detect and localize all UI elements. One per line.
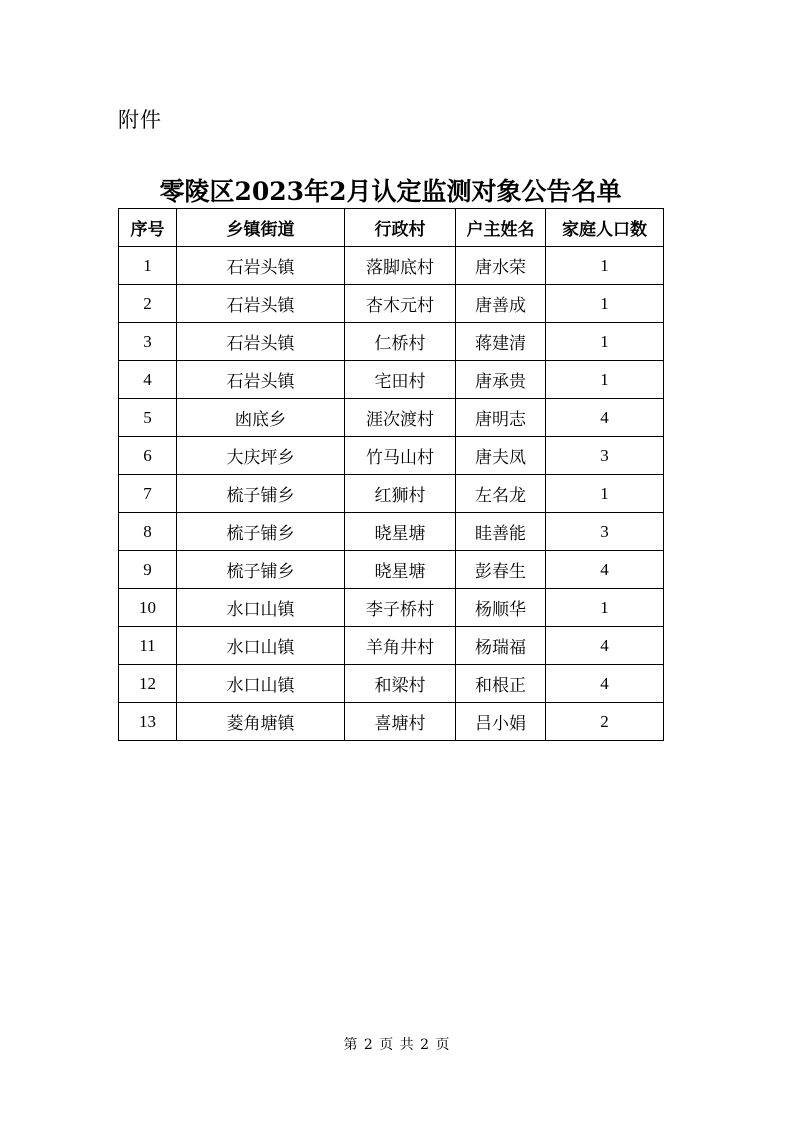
cell-village: 羊角井村	[345, 627, 456, 665]
cell-household-size: 4	[546, 665, 664, 703]
cell-household-size: 1	[546, 475, 664, 513]
header-household-head: 户主姓名	[456, 209, 546, 247]
cell-village: 宅田村	[345, 361, 456, 399]
cell-village: 竹马山村	[345, 437, 456, 475]
cell-household-size: 1	[546, 285, 664, 323]
table-row	[119, 399, 664, 437]
attachment-label: 附件	[118, 108, 162, 132]
cell-township: 水口山镇	[177, 665, 345, 703]
cell-village: 和梁村	[345, 665, 456, 703]
cell-township: 梳子铺乡	[177, 551, 345, 589]
cell-household-size: 1	[546, 361, 664, 399]
cell-township: 凼底乡	[177, 399, 345, 437]
cell-household-head: 唐承贵	[456, 361, 546, 399]
cell-village: 喜塘村	[345, 703, 456, 741]
cell-household-head: 左名龙	[456, 475, 546, 513]
table-row	[119, 589, 664, 627]
table-row	[119, 513, 664, 551]
cell-township: 石岩头镇	[177, 361, 345, 399]
cell-serial-number: 1	[119, 247, 177, 285]
cell-household-head: 唐水荣	[456, 247, 546, 285]
cell-household-size: 3	[546, 513, 664, 551]
cell-serial-number: 2	[119, 285, 177, 323]
cell-serial-number: 5	[119, 399, 177, 437]
cell-household-head: 蒋建清	[456, 323, 546, 361]
document-title: 零陵区2023年2月认定监测对象公告名单	[159, 177, 622, 206]
cell-township: 水口山镇	[177, 589, 345, 627]
cell-village: 落脚底村	[345, 247, 456, 285]
cell-township: 石岩头镇	[177, 285, 345, 323]
cell-serial-number: 4	[119, 361, 177, 399]
header-serial-number: 序号	[119, 209, 177, 247]
cell-township: 大庆坪乡	[177, 437, 345, 475]
table-row	[119, 285, 664, 323]
cell-village: 晓星塘	[345, 513, 456, 551]
cell-household-size: 4	[546, 399, 664, 437]
cell-township: 水口山镇	[177, 627, 345, 665]
cell-township: 石岩头镇	[177, 247, 345, 285]
header-household-size: 家庭人口数	[546, 209, 664, 247]
cell-village: 杏木元村	[345, 285, 456, 323]
cell-serial-number: 8	[119, 513, 177, 551]
cell-serial-number: 3	[119, 323, 177, 361]
page-number-footer: 第 2 页 共 2 页	[343, 1037, 450, 1053]
table-header-row	[119, 209, 664, 247]
cell-township: 菱角塘镇	[177, 703, 345, 741]
cell-household-size: 3	[546, 437, 664, 475]
cell-household-size: 4	[546, 627, 664, 665]
cell-serial-number: 11	[119, 627, 177, 665]
cell-household-head: 眭善能	[456, 513, 546, 551]
cell-household-size: 4	[546, 551, 664, 589]
table-row	[119, 551, 664, 589]
cell-household-head: 唐明志	[456, 399, 546, 437]
cell-serial-number: 10	[119, 589, 177, 627]
cell-household-head: 和根正	[456, 665, 546, 703]
cell-village: 红狮村	[345, 475, 456, 513]
header-village: 行政村	[345, 209, 456, 247]
cell-serial-number: 12	[119, 665, 177, 703]
cell-household-size: 1	[546, 323, 664, 361]
cell-village: 晓星塘	[345, 551, 456, 589]
cell-household-size: 1	[546, 247, 664, 285]
cell-serial-number: 13	[119, 703, 177, 741]
table-row	[119, 247, 664, 285]
cell-household-head: 唐善成	[456, 285, 546, 323]
table-row	[119, 475, 664, 513]
cell-serial-number: 6	[119, 437, 177, 475]
table-row	[119, 437, 664, 475]
cell-household-size: 1	[546, 589, 664, 627]
cell-serial-number: 9	[119, 551, 177, 589]
cell-township: 梳子铺乡	[177, 513, 345, 551]
cell-village: 仁桥村	[345, 323, 456, 361]
cell-household-head: 杨瑞福	[456, 627, 546, 665]
table-row	[119, 323, 664, 361]
header-township: 乡镇街道	[177, 209, 345, 247]
cell-village: 李子桥村	[345, 589, 456, 627]
cell-household-head: 唐夫凤	[456, 437, 546, 475]
table-row	[119, 703, 664, 741]
cell-serial-number: 7	[119, 475, 177, 513]
cell-village: 涯次渡村	[345, 399, 456, 437]
cell-household-head: 彭春生	[456, 551, 546, 589]
table-row	[119, 665, 664, 703]
cell-township: 梳子铺乡	[177, 475, 345, 513]
cell-household-head: 吕小娟	[456, 703, 546, 741]
cell-household-head: 杨顺华	[456, 589, 546, 627]
table-row	[119, 361, 664, 399]
cell-household-size: 2	[546, 703, 664, 741]
monitoring-roster-table	[118, 208, 664, 741]
table-row	[119, 627, 664, 665]
cell-township: 石岩头镇	[177, 323, 345, 361]
